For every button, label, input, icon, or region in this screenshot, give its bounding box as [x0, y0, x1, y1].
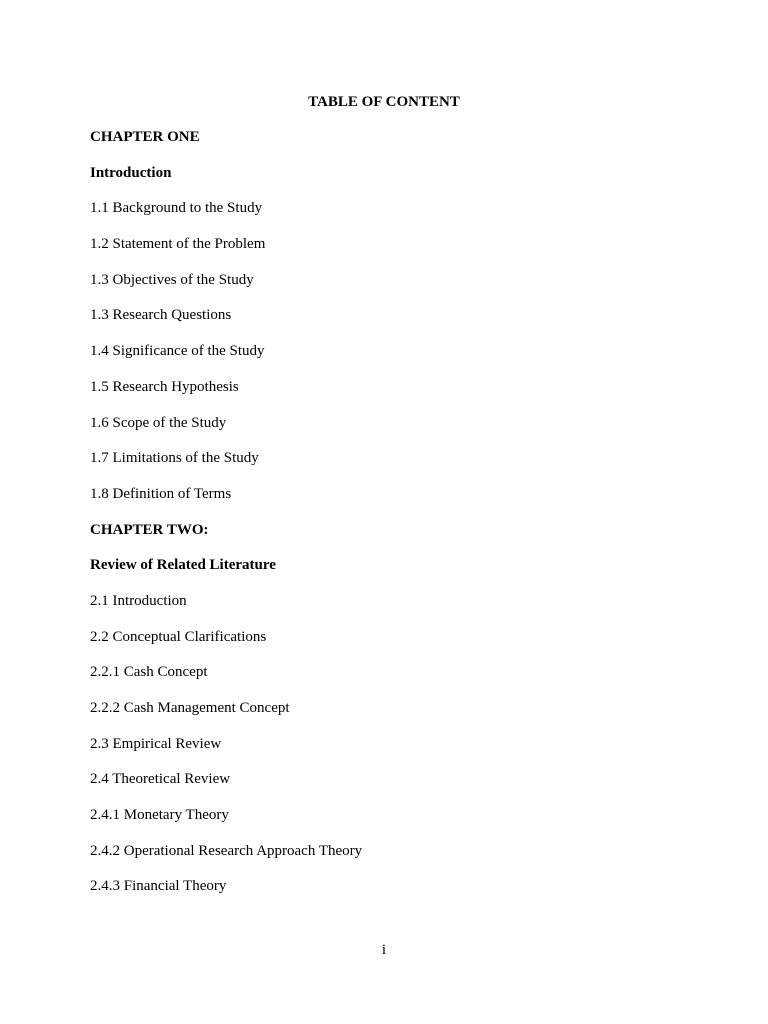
- toc-item: 1.6 Scope of the Study: [90, 414, 227, 431]
- toc-item: 2.4.3 Financial Theory: [90, 878, 227, 895]
- toc-item: 2.1 Introduction: [90, 592, 187, 609]
- toc-item: 1.3 Objectives of the Study: [90, 271, 254, 288]
- toc-item: 2.3 Empirical Review: [90, 735, 222, 752]
- toc-item: 2.4.1 Monetary Theory: [90, 807, 229, 824]
- toc-item: 1.2 Statement of the Problem: [90, 236, 266, 253]
- toc-heading: CHAPTER TWO:: [90, 521, 209, 538]
- page-number: i: [381, 942, 387, 958]
- toc-item: 2.4.2 Operational Research Approach Theory: [90, 842, 363, 859]
- toc-title: TABLE OF CONTENT: [308, 94, 460, 110]
- toc-item: 1.8 Definition of Terms: [90, 485, 232, 502]
- toc-item: 2.2.2 Cash Management Concept: [90, 700, 290, 716]
- toc-item: 1.5 Research Hypothesis: [90, 378, 239, 395]
- toc-heading: Introduction: [90, 164, 172, 181]
- toc-item: 1.7 Limitations of the Study: [90, 450, 259, 467]
- toc-item: 1.1 Background to the Study: [90, 200, 263, 217]
- toc-item: 1.4 Significance of the Study: [90, 343, 265, 360]
- toc-item: 2.2 Conceptual Clarifications: [90, 628, 267, 645]
- toc-list: [90, 128, 362, 913]
- toc-item: 1.3 Research Questions: [90, 307, 232, 324]
- toc-item: 2.2.1 Cash Concept: [90, 664, 208, 681]
- toc-heading: CHAPTER ONE: [90, 129, 200, 145]
- toc-item: 2.4 Theoretical Review: [90, 771, 231, 788]
- toc-heading: Review of Related Literature: [90, 557, 276, 574]
